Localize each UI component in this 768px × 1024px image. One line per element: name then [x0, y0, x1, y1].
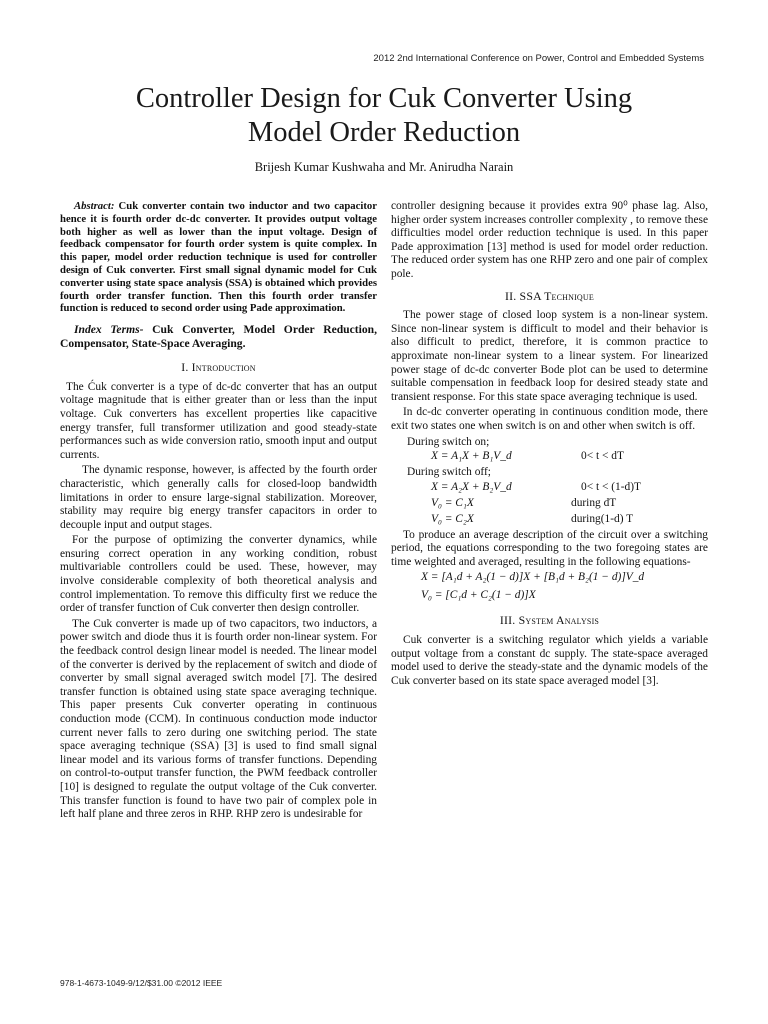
equation-3-expr: V₀ = C₁X — [431, 496, 474, 509]
equation-2 — [391, 481, 708, 496]
index-terms-text: Cuk Converter, Model Order Reduction, Compensator, State-Space Averaging. — [60, 323, 377, 351]
right-column — [391, 200, 708, 690]
conference-header: 2012 2nd International Conference on Power, Control and Embedded Systems — [373, 53, 704, 64]
equation-4-condition: during(1-d) T — [571, 512, 634, 525]
equation-1-expr: X = A₁X + B₁V_d — [431, 450, 512, 463]
section-heading-system-analysis: III. System Analysis — [499, 613, 600, 628]
equation-5: X = [A₁d + A₂(1 − d)]X + [B₁d + B₂(1 − d)]V_d — [421, 571, 645, 584]
right-paragraph-1: controller designing because it provides extra 90⁰ phase lag. Also, higher order system increases controller complexity , to remove these difficulties model order reduction technique is used. In this paper Pade approximation [13] method is used for model order reduction. The reduced order system has one RHP zero and one pair of complex pole. — [391, 200, 708, 280]
equation-2-condition: 0< t < (1-d)T — [581, 480, 641, 493]
paper-title — [0, 82, 768, 150]
abstract-label: Abstract: — [74, 200, 115, 212]
intro-paragraph-2: The dynamic response, however, is affected by the fourth order characteristic, which generally calls for closed-loop bandwidth limitations in order to ensure large-signal stabilization. Moreover, stability may require big energy transfer capacitors in order to decouple input and output stages. — [60, 464, 377, 531]
equation-3 — [391, 497, 708, 512]
during-switch-on-label: During switch on; — [407, 435, 490, 448]
abstract-text: Cuk converter contain two inductor and two capacitor hence it is fourth order dc-dc converter. It provides output voltage both higher as well as lower than the input voltage. Design of feedback compensator for fourth order system is quite complex. In this paper, model order reduction technique is used for controller design of Cuk converter. First small signal dynamic model for Cuk converter using state space analysis (SSA) is obtained which provides fourth order transfer function. Then this fourth order transfer function is reduced to second order using Pade approximation. — [60, 200, 377, 315]
abstract — [60, 200, 377, 315]
equation-4 — [391, 513, 708, 528]
equation-3-condition: during dT — [571, 496, 617, 509]
equation-6: V₀ = [C₁d + C₂(1 − d)]X — [421, 589, 536, 602]
equation-4-expr: V₀ = C₂X — [431, 512, 474, 525]
index-terms-label: Index Terms- — [74, 323, 144, 337]
section-heading-introduction: I. Introduction — [181, 360, 256, 375]
title-line-2: Model Order Reduction — [247, 117, 521, 148]
during-switch-off-label: During switch off; — [407, 466, 491, 479]
ssa-paragraph-3: To produce an average description of the circuit over a switching period, the equations corresponding to the two foregoing states are time weighted and averaged, resulting in the following equations- — [391, 528, 708, 568]
intro-paragraph-4: The Cuk converter is made up of two capacitors, two inductors, a power switch and diode thus it is fourth order non-linear system. For the feedback control design linear model is needed. The linear model of the converter is derived by the replacement of switch and diode of converter by small signal averaged switch model [7]. The desired transfer function is obtained using state space averaging technique. This paper presents Cuk converter operating in continuous conduction mode (CCM). In continuous conduction mode inductor current never falls to zero during one switching period. The state space averaging technique (SSA) [3] is used to find small signal linear model and its various forms of transfer functions. Depending on control-to-output transfer function, the PWM feedback controller [10] is designed to regulate the output voltage of the Cuk converter. This transfer function is found to have two pair of complex pole in left half plane and three zeros in RHP. RHP zero is undesirable for — [60, 617, 377, 821]
left-column — [60, 200, 377, 824]
equation-1 — [391, 450, 708, 465]
index-terms — [60, 323, 377, 351]
copyright-footer: 978-1-4673-1049-9/12/$31.00 ©2012 IEEE — [60, 978, 223, 988]
system-analysis-paragraph-1: Cuk converter is a switching regulator which yields a variable output voltage from a constant dc supply. The state-space averaged model used to derive the steady-state and the dynamic models of the Cuk converter based on its state space averaged model [3]. — [391, 634, 708, 687]
ssa-paragraph-1: The power stage of closed loop system is a non-linear system. Since non-linear system is difficult to model and their behavior is also difficult to predict, therefore, it is common practice to approximate non-linear system to a linear system. For linearized power stage of dc-dc converter Bode plot can be used to determine suitable compensation in feedback loop for desired steady state and transient response. For this state space averaging technique is used. — [391, 309, 708, 403]
ssa-paragraph-2: In dc-dc converter operating in continuous condition mode, there exit two states one when switch is on and other when switch is off. — [391, 406, 708, 432]
intro-paragraph-3: For the purpose of optimizing the converter dynamics, while ensuring correct operation in any working condition, robust multivariable controllers could be used. These, however, may involve considerable complexity of both theoretical analysis and control implementation. To remove this difficulty first we reduce the order of transfer function of Cuk converter then design controller. — [60, 534, 377, 615]
authors: Brijesh Kumar Kushwaha and Mr. Anirudha Narain — [254, 160, 514, 174]
equation-1-condition: 0< t < dT — [581, 450, 624, 463]
section-heading-ssa: II. SSA Technique — [505, 288, 594, 303]
equation-2-expr: X = A₂X + B₂V_d — [431, 480, 512, 493]
title-line-1: Controller Design for Cuk Converter Using — [135, 83, 633, 114]
intro-paragraph-1: The Ćuk converter is a type of dc-dc converter that has an output voltage magnitude that is either greater than or less than the input voltage. Cuk converters has excellent properties like capacitive energy transfer, full transformer utilization and good steady-state performances such as wide conversion ratio, smooth input and output currents. — [60, 380, 377, 461]
